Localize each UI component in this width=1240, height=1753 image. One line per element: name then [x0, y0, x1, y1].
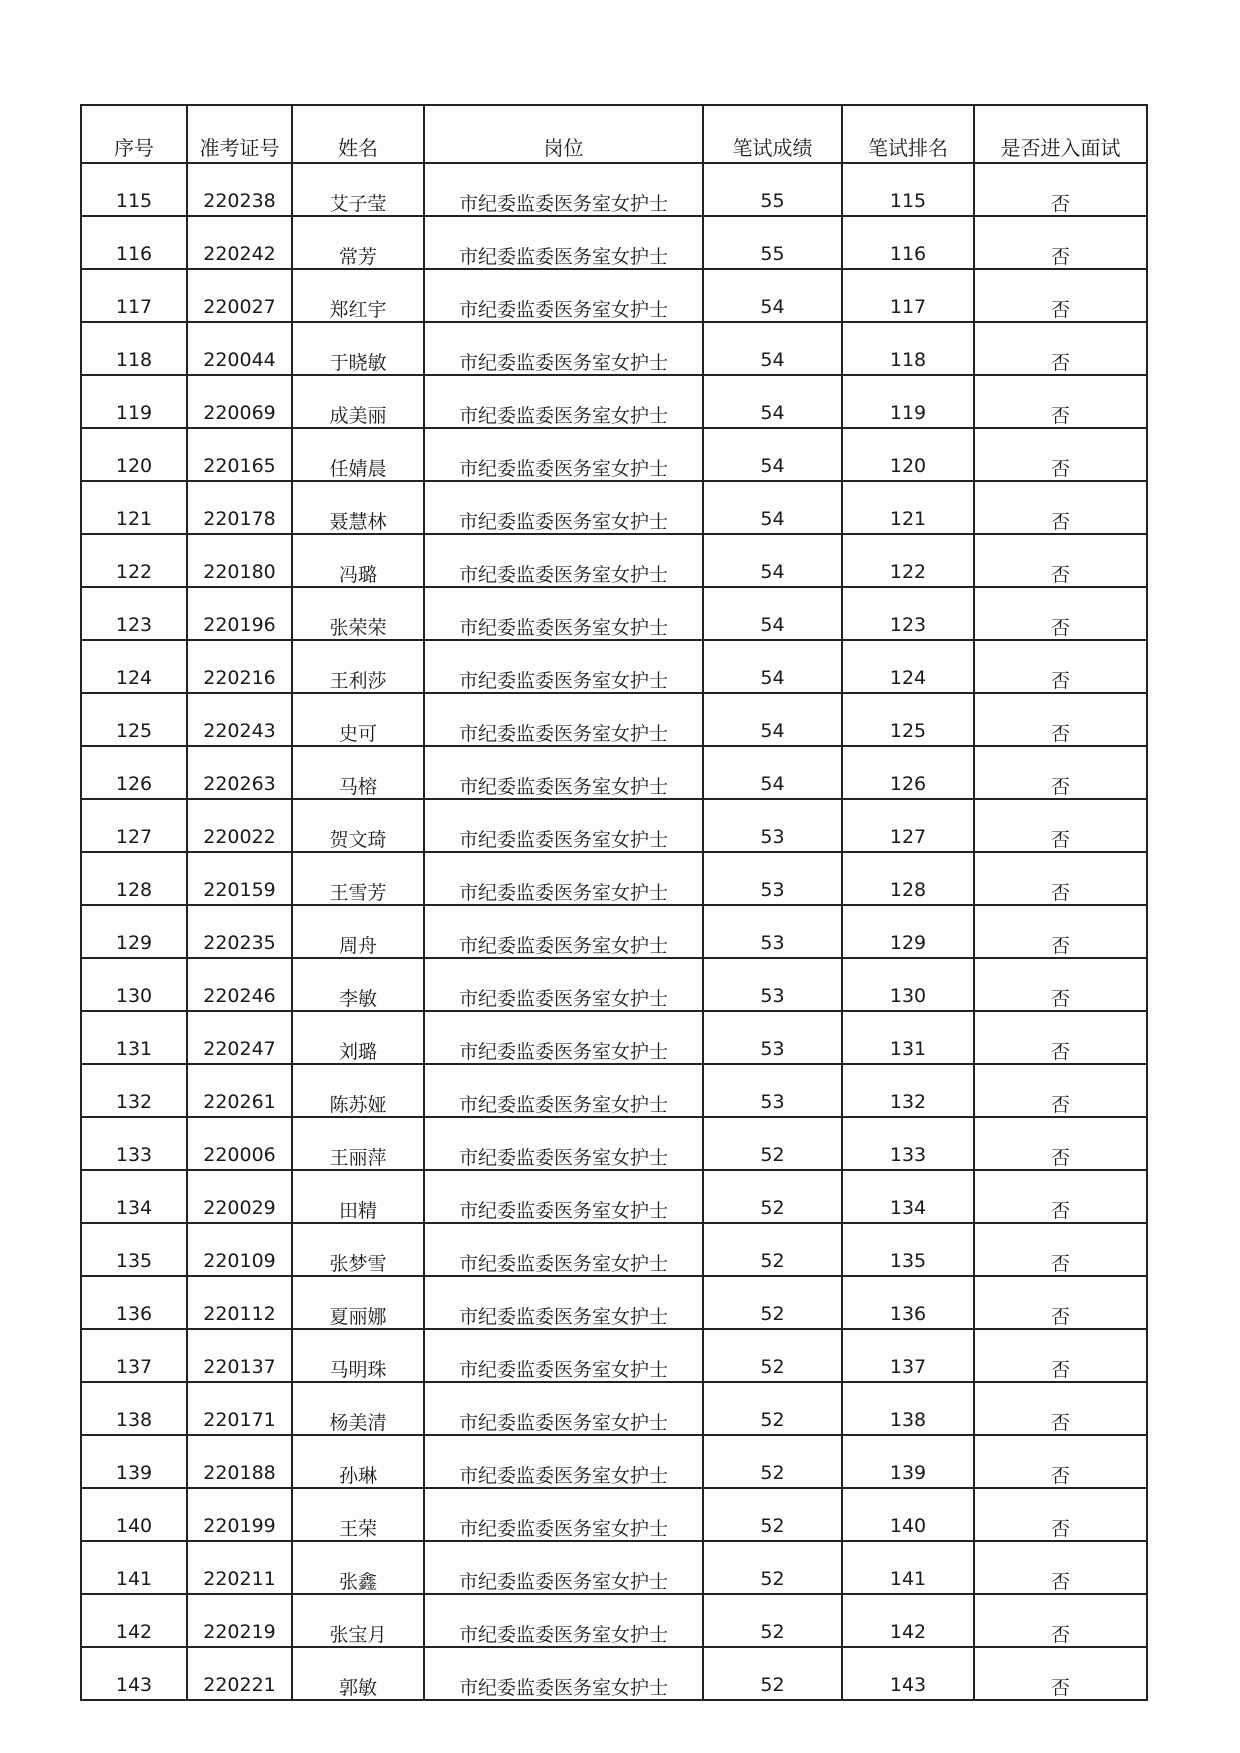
cell-serial: 123 [81, 587, 187, 640]
cell-serial: 134 [81, 1170, 187, 1223]
cell-post: 市纪委监委医务室女护士 [424, 852, 703, 905]
cell-post: 市纪委监委医务室女护士 [424, 1011, 703, 1064]
cell-rank: 127 [842, 799, 974, 852]
cell-score: 52 [703, 1594, 842, 1647]
cell-post: 市纪委监委医务室女护士 [424, 1382, 703, 1435]
cell-name: 孙琳 [292, 1435, 424, 1488]
cell-name: 张鑫 [292, 1541, 424, 1594]
cell-interview: 否 [974, 1276, 1147, 1329]
header-cell: 笔试排名 [842, 105, 974, 163]
cell-name: 王荣 [292, 1488, 424, 1541]
cell-score: 52 [703, 1435, 842, 1488]
table-row [81, 1011, 1147, 1064]
cell-rank: 117 [842, 269, 974, 322]
cell-interview: 否 [974, 322, 1147, 375]
cell-post: 市纪委监委医务室女护士 [424, 1488, 703, 1541]
cell-rank: 121 [842, 481, 974, 534]
cell-serial: 143 [81, 1647, 187, 1700]
cell-exam-id: 220112 [187, 1276, 292, 1329]
cell-score: 52 [703, 1382, 842, 1435]
cell-interview: 否 [974, 1594, 1147, 1647]
cell-score: 55 [703, 216, 842, 269]
table-row [81, 1647, 1147, 1700]
cell-serial: 135 [81, 1223, 187, 1276]
table-row [81, 746, 1147, 799]
cell-serial: 136 [81, 1276, 187, 1329]
cell-score: 53 [703, 958, 842, 1011]
cell-exam-id: 220196 [187, 587, 292, 640]
cell-rank: 125 [842, 693, 974, 746]
cell-rank: 129 [842, 905, 974, 958]
cell-score: 54 [703, 428, 842, 481]
header-cell: 是否进入面试 [974, 105, 1147, 163]
cell-name: 夏丽娜 [292, 1276, 424, 1329]
cell-post: 市纪委监委医务室女护士 [424, 269, 703, 322]
cell-post: 市纪委监委医务室女护士 [424, 587, 703, 640]
cell-name: 周舟 [292, 905, 424, 958]
cell-rank: 137 [842, 1329, 974, 1382]
cell-score: 52 [703, 1329, 842, 1382]
cell-serial: 119 [81, 375, 187, 428]
cell-score: 52 [703, 1117, 842, 1170]
cell-rank: 131 [842, 1011, 974, 1064]
cell-rank: 123 [842, 587, 974, 640]
cell-interview: 否 [974, 1382, 1147, 1435]
cell-post: 市纪委监委医务室女护士 [424, 1435, 703, 1488]
cell-rank: 133 [842, 1117, 974, 1170]
score-table [80, 104, 1148, 1701]
cell-post: 市纪委监委医务室女护士 [424, 428, 703, 481]
table-body [81, 163, 1147, 1700]
cell-rank: 134 [842, 1170, 974, 1223]
cell-exam-id: 220246 [187, 958, 292, 1011]
table-row [81, 1170, 1147, 1223]
cell-interview: 否 [974, 1435, 1147, 1488]
cell-exam-id: 220243 [187, 693, 292, 746]
cell-exam-id: 220261 [187, 1064, 292, 1117]
cell-post: 市纪委监委医务室女护士 [424, 1276, 703, 1329]
table-row [81, 216, 1147, 269]
cell-exam-id: 220022 [187, 799, 292, 852]
cell-interview: 否 [974, 1541, 1147, 1594]
table-header [81, 105, 1147, 163]
cell-post: 市纪委监委医务室女护士 [424, 958, 703, 1011]
cell-score: 52 [703, 1488, 842, 1541]
cell-interview: 否 [974, 1170, 1147, 1223]
cell-name: 冯璐 [292, 534, 424, 587]
cell-interview: 否 [974, 1329, 1147, 1382]
cell-name: 郑红宇 [292, 269, 424, 322]
cell-score: 54 [703, 693, 842, 746]
cell-name: 常芳 [292, 216, 424, 269]
cell-score: 52 [703, 1170, 842, 1223]
cell-rank: 118 [842, 322, 974, 375]
cell-rank: 138 [842, 1382, 974, 1435]
cell-post: 市纪委监委医务室女护士 [424, 1223, 703, 1276]
cell-score: 52 [703, 1541, 842, 1594]
header-cell: 笔试成绩 [703, 105, 842, 163]
cell-score: 54 [703, 640, 842, 693]
cell-post: 市纪委监委医务室女护士 [424, 1647, 703, 1700]
cell-name: 马明珠 [292, 1329, 424, 1382]
cell-score: 53 [703, 799, 842, 852]
cell-serial: 131 [81, 1011, 187, 1064]
table-row [81, 375, 1147, 428]
table-row [81, 958, 1147, 1011]
cell-name: 马榕 [292, 746, 424, 799]
cell-name: 王雪芳 [292, 852, 424, 905]
cell-score: 54 [703, 269, 842, 322]
cell-interview: 否 [974, 905, 1147, 958]
cell-interview: 否 [974, 1117, 1147, 1170]
cell-score: 52 [703, 1647, 842, 1700]
cell-exam-id: 220137 [187, 1329, 292, 1382]
cell-rank: 142 [842, 1594, 974, 1647]
cell-serial: 118 [81, 322, 187, 375]
cell-name: 张荣荣 [292, 587, 424, 640]
cell-exam-id: 220109 [187, 1223, 292, 1276]
cell-rank: 130 [842, 958, 974, 1011]
cell-exam-id: 220180 [187, 534, 292, 587]
cell-post: 市纪委监委医务室女护士 [424, 1064, 703, 1117]
cell-rank: 136 [842, 1276, 974, 1329]
header-cell: 序号 [81, 105, 187, 163]
cell-post: 市纪委监委医务室女护士 [424, 534, 703, 587]
header-cell: 岗位 [424, 105, 703, 163]
cell-rank: 140 [842, 1488, 974, 1541]
cell-interview: 否 [974, 852, 1147, 905]
header-cell: 姓名 [292, 105, 424, 163]
table-row [81, 1276, 1147, 1329]
cell-interview: 否 [974, 1064, 1147, 1117]
cell-serial: 139 [81, 1435, 187, 1488]
cell-rank: 132 [842, 1064, 974, 1117]
cell-rank: 139 [842, 1435, 974, 1488]
cell-rank: 115 [842, 163, 974, 216]
cell-score: 53 [703, 905, 842, 958]
cell-exam-id: 220219 [187, 1594, 292, 1647]
cell-interview: 否 [974, 587, 1147, 640]
cell-score: 53 [703, 1064, 842, 1117]
table-row [81, 1435, 1147, 1488]
cell-name: 张梦雪 [292, 1223, 424, 1276]
cell-exam-id: 220171 [187, 1382, 292, 1435]
cell-name: 成美丽 [292, 375, 424, 428]
cell-serial: 120 [81, 428, 187, 481]
table-row [81, 693, 1147, 746]
cell-serial: 126 [81, 746, 187, 799]
table-row [81, 587, 1147, 640]
cell-name: 刘璐 [292, 1011, 424, 1064]
cell-name: 郭敏 [292, 1647, 424, 1700]
cell-interview: 否 [974, 693, 1147, 746]
table-row [81, 428, 1147, 481]
cell-interview: 否 [974, 375, 1147, 428]
cell-score: 54 [703, 746, 842, 799]
cell-serial: 127 [81, 799, 187, 852]
cell-interview: 否 [974, 1223, 1147, 1276]
cell-exam-id: 220159 [187, 852, 292, 905]
cell-name: 王丽萍 [292, 1117, 424, 1170]
table-row [81, 163, 1147, 216]
cell-serial: 116 [81, 216, 187, 269]
cell-interview: 否 [974, 428, 1147, 481]
cell-post: 市纪委监委医务室女护士 [424, 216, 703, 269]
table-row [81, 1488, 1147, 1541]
cell-interview: 否 [974, 1647, 1147, 1700]
cell-score: 54 [703, 587, 842, 640]
cell-interview: 否 [974, 958, 1147, 1011]
cell-rank: 143 [842, 1647, 974, 1700]
cell-score: 54 [703, 322, 842, 375]
cell-interview: 否 [974, 746, 1147, 799]
cell-post: 市纪委监委医务室女护士 [424, 746, 703, 799]
cell-interview: 否 [974, 269, 1147, 322]
cell-serial: 117 [81, 269, 187, 322]
cell-score: 54 [703, 481, 842, 534]
cell-exam-id: 220242 [187, 216, 292, 269]
cell-post: 市纪委监委医务室女护士 [424, 799, 703, 852]
table-row [81, 1117, 1147, 1170]
cell-name: 艾子莹 [292, 163, 424, 216]
cell-interview: 否 [974, 534, 1147, 587]
table-row [81, 1064, 1147, 1117]
cell-rank: 119 [842, 375, 974, 428]
cell-score: 55 [703, 163, 842, 216]
cell-post: 市纪委监委医务室女护士 [424, 1170, 703, 1223]
cell-exam-id: 220221 [187, 1647, 292, 1700]
cell-serial: 122 [81, 534, 187, 587]
cell-serial: 129 [81, 905, 187, 958]
cell-exam-id: 220178 [187, 481, 292, 534]
cell-exam-id: 220235 [187, 905, 292, 958]
cell-interview: 否 [974, 640, 1147, 693]
cell-serial: 138 [81, 1382, 187, 1435]
cell-name: 李敏 [292, 958, 424, 1011]
cell-serial: 130 [81, 958, 187, 1011]
table-row [81, 905, 1147, 958]
cell-name: 杨美清 [292, 1382, 424, 1435]
cell-post: 市纪委监委医务室女护士 [424, 1117, 703, 1170]
cell-post: 市纪委监委医务室女护士 [424, 1329, 703, 1382]
cell-post: 市纪委监委医务室女护士 [424, 640, 703, 693]
cell-name: 任婧晨 [292, 428, 424, 481]
cell-serial: 128 [81, 852, 187, 905]
header-row [81, 105, 1147, 163]
cell-serial: 137 [81, 1329, 187, 1382]
cell-exam-id: 220238 [187, 163, 292, 216]
cell-post: 市纪委监委医务室女护士 [424, 481, 703, 534]
cell-rank: 122 [842, 534, 974, 587]
table-row [81, 481, 1147, 534]
cell-post: 市纪委监委医务室女护士 [424, 1541, 703, 1594]
cell-exam-id: 220199 [187, 1488, 292, 1541]
cell-post: 市纪委监委医务室女护士 [424, 693, 703, 746]
cell-name: 陈苏娅 [292, 1064, 424, 1117]
cell-exam-id: 220006 [187, 1117, 292, 1170]
cell-post: 市纪委监委医务室女护士 [424, 322, 703, 375]
cell-interview: 否 [974, 799, 1147, 852]
table-row [81, 1223, 1147, 1276]
table-row [81, 852, 1147, 905]
cell-exam-id: 220188 [187, 1435, 292, 1488]
cell-exam-id: 220044 [187, 322, 292, 375]
table-row [81, 1382, 1147, 1435]
cell-name: 贺文琦 [292, 799, 424, 852]
cell-exam-id: 220247 [187, 1011, 292, 1064]
cell-interview: 否 [974, 216, 1147, 269]
cell-exam-id: 220165 [187, 428, 292, 481]
table-row [81, 269, 1147, 322]
cell-name: 张宝月 [292, 1594, 424, 1647]
cell-name: 田精 [292, 1170, 424, 1223]
table-row [81, 1594, 1147, 1647]
cell-rank: 141 [842, 1541, 974, 1594]
table-row [81, 1329, 1147, 1382]
cell-post: 市纪委监委医务室女护士 [424, 163, 703, 216]
cell-serial: 140 [81, 1488, 187, 1541]
cell-exam-id: 220029 [187, 1170, 292, 1223]
cell-exam-id: 220027 [187, 269, 292, 322]
cell-rank: 128 [842, 852, 974, 905]
cell-score: 53 [703, 852, 842, 905]
cell-post: 市纪委监委医务室女护士 [424, 1594, 703, 1647]
cell-exam-id: 220211 [187, 1541, 292, 1594]
cell-score: 53 [703, 1011, 842, 1064]
cell-rank: 126 [842, 746, 974, 799]
table-row [81, 322, 1147, 375]
cell-exam-id: 220216 [187, 640, 292, 693]
cell-serial: 115 [81, 163, 187, 216]
cell-serial: 132 [81, 1064, 187, 1117]
cell-serial: 142 [81, 1594, 187, 1647]
cell-score: 52 [703, 1223, 842, 1276]
header-cell: 准考证号 [187, 105, 292, 163]
cell-interview: 否 [974, 1488, 1147, 1541]
cell-post: 市纪委监委医务室女护士 [424, 375, 703, 428]
cell-score: 54 [703, 534, 842, 587]
table-row [81, 534, 1147, 587]
cell-interview: 否 [974, 481, 1147, 534]
cell-score: 52 [703, 1276, 842, 1329]
cell-interview: 否 [974, 163, 1147, 216]
cell-serial: 133 [81, 1117, 187, 1170]
table-row [81, 799, 1147, 852]
cell-serial: 141 [81, 1541, 187, 1594]
cell-rank: 120 [842, 428, 974, 481]
table-row [81, 1541, 1147, 1594]
cell-rank: 135 [842, 1223, 974, 1276]
table-row [81, 640, 1147, 693]
cell-serial: 125 [81, 693, 187, 746]
cell-name: 史可 [292, 693, 424, 746]
cell-name: 聂慧林 [292, 481, 424, 534]
cell-rank: 116 [842, 216, 974, 269]
cell-serial: 121 [81, 481, 187, 534]
cell-interview: 否 [974, 1011, 1147, 1064]
cell-name: 于晓敏 [292, 322, 424, 375]
cell-exam-id: 220263 [187, 746, 292, 799]
cell-score: 54 [703, 375, 842, 428]
cell-post: 市纪委监委医务室女护士 [424, 905, 703, 958]
cell-rank: 124 [842, 640, 974, 693]
cell-exam-id: 220069 [187, 375, 292, 428]
cell-name: 王利莎 [292, 640, 424, 693]
cell-serial: 124 [81, 640, 187, 693]
